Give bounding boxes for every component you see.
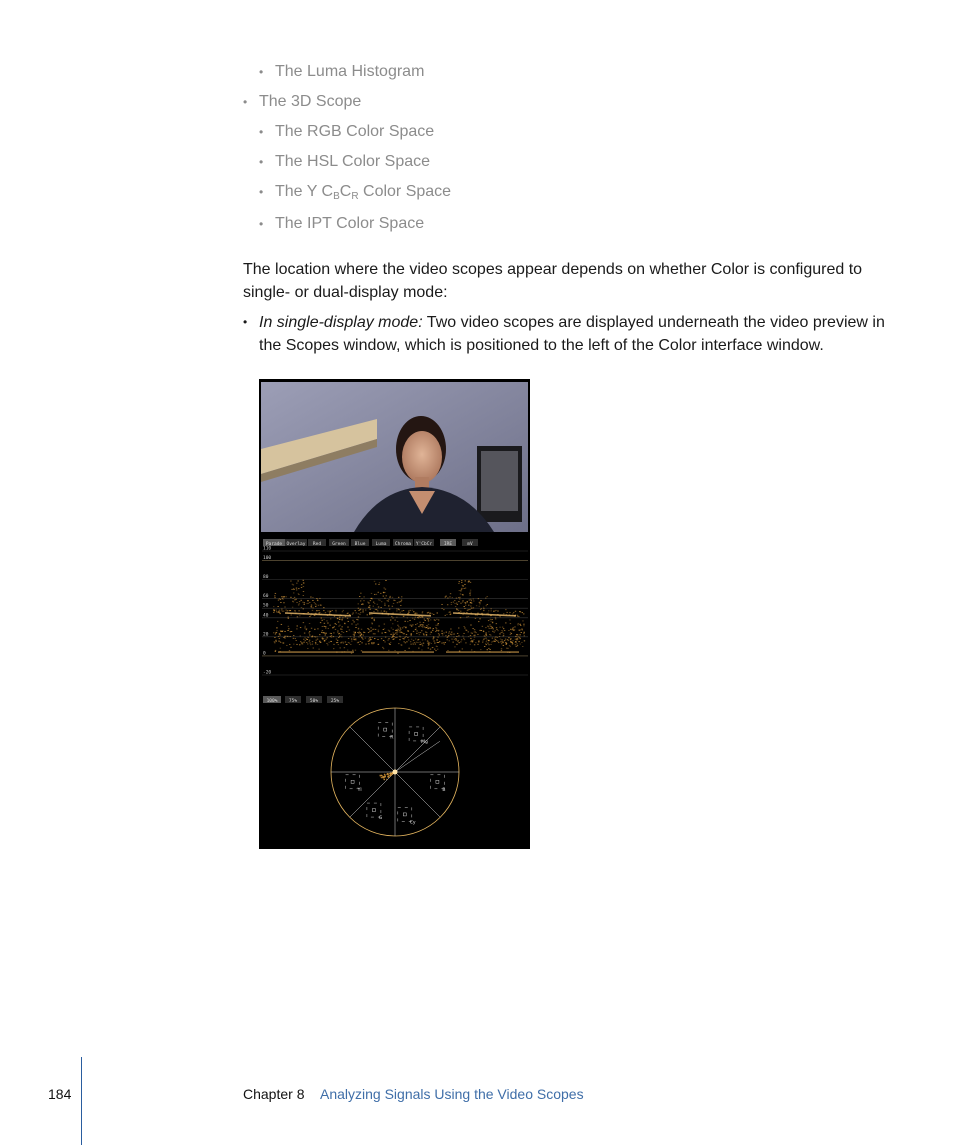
vectorscope-target-g <box>367 803 383 821</box>
bullet-icon: • <box>259 155 264 169</box>
svg-text:IRE: IRE <box>443 542 453 547</box>
svg-text:60: 60 <box>263 594 269 600</box>
vectorscope-button-50pct[interactable] <box>306 696 322 704</box>
svg-text:G: G <box>378 816 383 822</box>
svg-text:25%: 25% <box>330 699 340 704</box>
footer-chapter: Chapter 8 <box>243 1086 305 1102</box>
footer-chapter-title: Analyzing Signals Using the Video Scopes <box>320 1086 584 1102</box>
waveform-button-overlay[interactable] <box>285 539 307 547</box>
vectorscope-target-r <box>378 723 393 741</box>
single-mode-label: In single-display mode: <box>259 314 423 331</box>
footer-divider <box>81 1057 82 1145</box>
list-item-rgb: • The RGB Color Space <box>259 123 435 140</box>
waveform-toolbar <box>263 539 478 547</box>
svg-text:B: B <box>442 787 446 793</box>
svg-text:R: R <box>390 735 394 741</box>
list-item-hsl: • The HSL Color Space <box>259 153 431 170</box>
single-display-mode-item <box>243 311 889 357</box>
vectorscope-button-100pct[interactable] <box>263 696 281 704</box>
vectorscope-button-75pct[interactable] <box>285 696 301 704</box>
waveform-button-green[interactable] <box>329 539 349 547</box>
waveform-button-ire[interactable] <box>440 539 456 547</box>
bullet-icon: • <box>259 65 264 79</box>
waveform-button-mv[interactable] <box>462 539 478 547</box>
vectorscope-target-yl <box>346 775 362 793</box>
waveform-scope <box>262 546 528 676</box>
svg-text:mV: mV <box>467 542 473 547</box>
bullet-icon: • <box>243 95 248 109</box>
svg-text:100%: 100% <box>266 699 278 704</box>
svg-text:Y'CbCr: Y'CbCr <box>415 542 433 547</box>
waveform-trace-cell <box>357 580 440 654</box>
waveform-scale-60 <box>262 593 528 599</box>
list-item-ipt: • The IPT Color Space <box>259 215 425 232</box>
waveform-button-blue[interactable] <box>351 539 369 547</box>
svg-text:40: 40 <box>263 613 269 619</box>
body-paragraph: The location where the video scopes appear depends on whether Color is configured to single- or dual-display mode: <box>243 261 863 301</box>
svg-text:Blue: Blue <box>354 542 366 547</box>
svg-text:110: 110 <box>263 546 272 552</box>
scopes-window-screenshot <box>259 379 530 849</box>
video-preview <box>261 382 528 532</box>
bullet-icon: • <box>259 125 264 139</box>
vectorscope-button-25pct[interactable] <box>327 696 343 704</box>
waveform-button-luma[interactable] <box>372 539 390 547</box>
waveform-trace-cell <box>273 580 360 654</box>
svg-text:50%: 50% <box>309 699 319 704</box>
vectorscope-toolbar <box>263 696 343 704</box>
svg-text:20: 20 <box>263 632 269 638</box>
waveform-button-chroma[interactable] <box>393 539 413 547</box>
scopes-figure-svg <box>259 379 530 849</box>
svg-text:Red: Red <box>312 542 322 547</box>
list-item-3d-scope: • The 3D Scope <box>243 93 362 110</box>
waveform-button-ycbcr[interactable] <box>414 539 434 547</box>
waveform-scale-0 <box>262 650 528 656</box>
waveform-trace-cell <box>441 580 525 653</box>
waveform-scale-100 <box>262 555 528 561</box>
svg-text:Green: Green <box>332 542 346 547</box>
svg-text:100: 100 <box>263 556 272 562</box>
vectorscope <box>331 708 459 836</box>
svg-text:50: 50 <box>263 603 269 609</box>
waveform-scale-80 <box>262 574 528 580</box>
svg-text:Luma: Luma <box>375 542 387 547</box>
svg-text:Yl: Yl <box>357 787 362 793</box>
svg-text:Parade: Parade <box>265 542 283 547</box>
svg-text:Chroma: Chroma <box>394 542 412 547</box>
vectorscope-target-b <box>430 775 445 793</box>
svg-text:-20: -20 <box>263 670 272 676</box>
list-item-luma-histogram: • The Luma Histogram <box>259 63 425 80</box>
svg-text:75%: 75% <box>288 699 298 704</box>
bullet-icon: • <box>243 315 248 329</box>
bullet-icon: • <box>259 185 264 199</box>
list-item-ycbcr: • The Y $C_BC_R$ Color Space <box>259 183 452 202</box>
vectorscope-target-cy <box>398 807 416 825</box>
svg-text:0: 0 <box>263 651 266 657</box>
waveform-button-red[interactable] <box>308 539 326 547</box>
page-number: 184 <box>48 1086 72 1102</box>
svg-text:Overlay: Overlay <box>286 542 306 547</box>
svg-text:80: 80 <box>263 575 269 581</box>
bullet-icon: • <box>259 217 264 231</box>
single-mode-text: Two video scopes are displayed underneath the video preview in the Scopes window, which is positioned to the left of the Color interface window. <box>259 314 885 354</box>
svg-text:Mg: Mg <box>421 739 428 745</box>
waveform-scale--20 <box>262 670 528 676</box>
vectorscope-target-mg <box>409 727 428 745</box>
svg-text:Cy: Cy <box>409 820 416 826</box>
